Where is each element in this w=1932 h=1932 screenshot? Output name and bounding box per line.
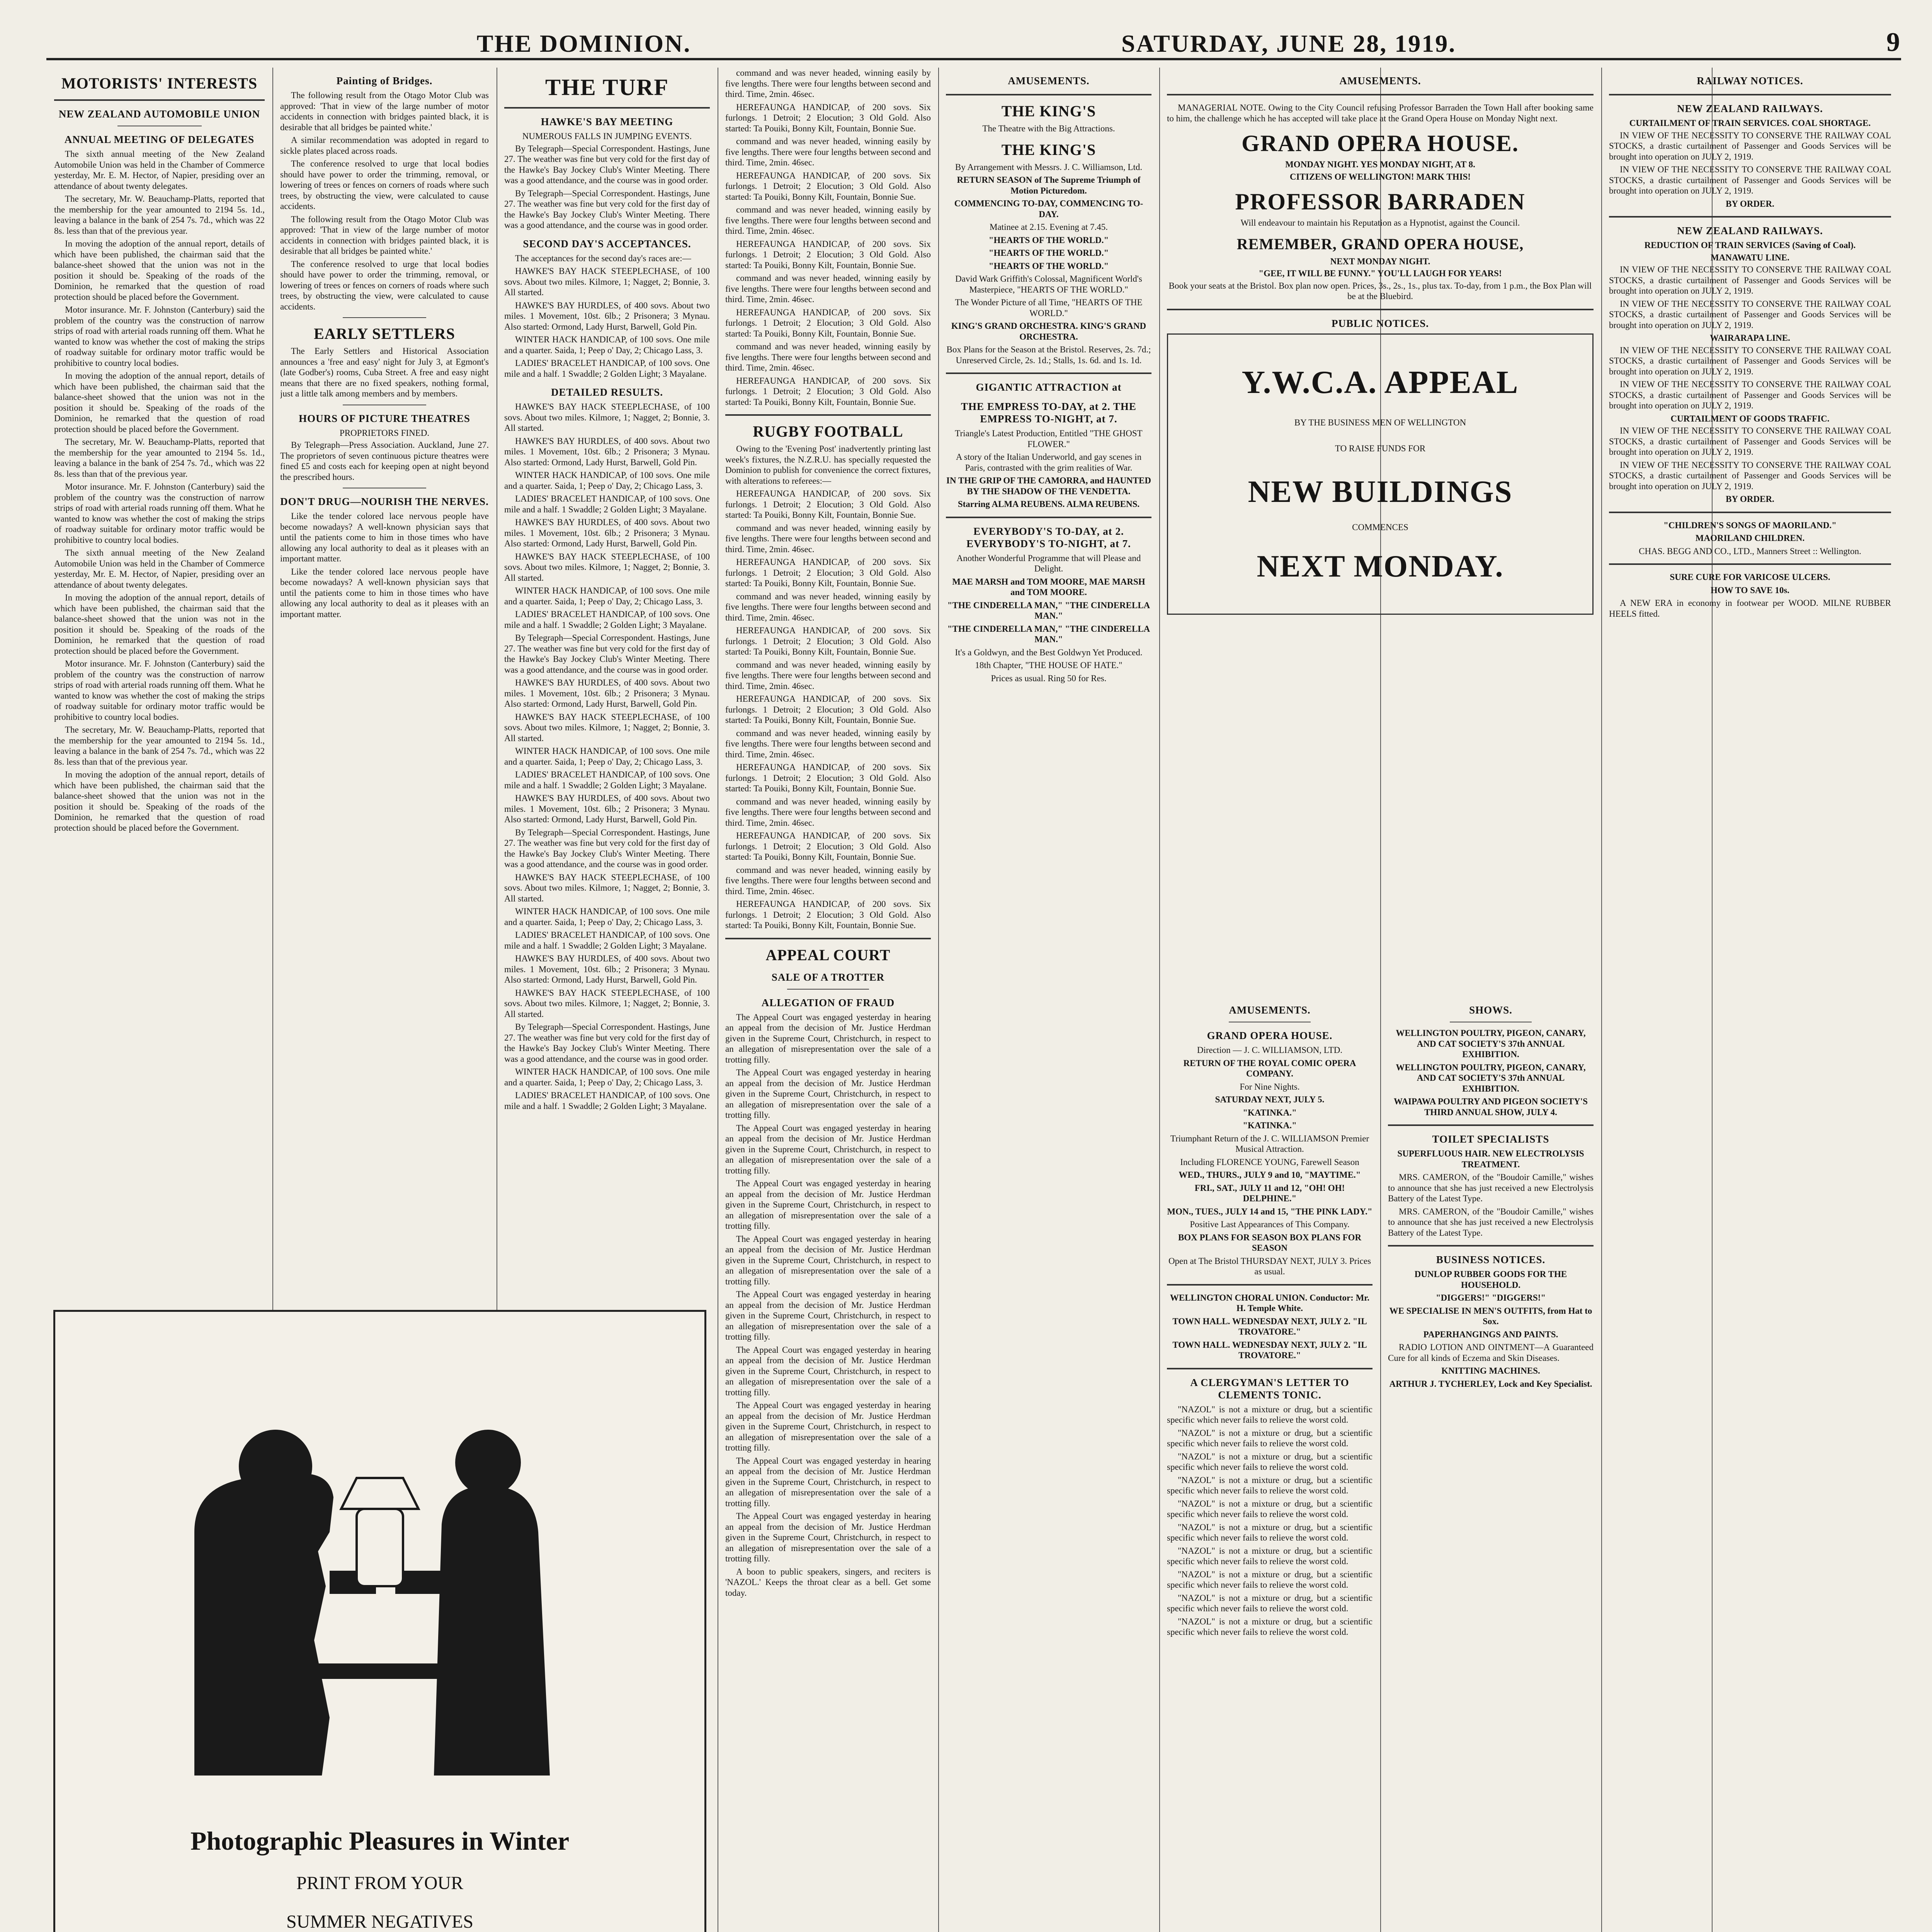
- notice: 18th Chapter, "THE HOUSE OF HATE.": [975, 660, 1122, 670]
- paragraph: IN VIEW OF THE NECESSITY TO CONSERVE THE RAILWAY COAL STOCKS, a drastic curtailment of Passenger and Goods Services will be brought into operation on JULY 2, 1919.: [1609, 345, 1891, 376]
- ad-heading: REMEMBER, GRAND OPERA HOUSE,: [1236, 235, 1524, 253]
- paragraph: The Appeal Court was engaged yesterday in hearing an appeal from the decision of Mr. Justice Herdman given in the Supreme Court, Christchurch, in respect to an allegation of misrepresentation over the sale of a trotting filly.: [725, 1234, 931, 1286]
- ad-heading: NEXT MONDAY.: [1257, 549, 1504, 583]
- notice: Prices as usual. Ring 50 for Res.: [991, 673, 1107, 683]
- section-label: AMUSEMENTS.: [1339, 75, 1421, 87]
- paragraph: Like the tender colored lace nervous people have become nowadays? A well-known physician says that until the patients come to him in those times who have allowing any local authority to deal as it pleases with an important matter.: [280, 566, 489, 619]
- show-title: "KATINKA.": [1243, 1121, 1297, 1130]
- ad-subline: SUMMER NEGATIVES: [286, 1912, 474, 1932]
- article-subheading: ALLEGATION OF FRAUD: [761, 997, 895, 1009]
- notice: The Wonder Picture of all Time, "HEARTS OF THE WORLD.": [955, 298, 1143, 318]
- paragraph: HAWKE'S BAY HURDLES, of 400 sovs. About two miles. 1 Movement, 10st. 6lb.; 2 Prisonera; 3 Mynau. Also started: Ormond, Lady Hurst, Barwell, Gold Pin.: [504, 300, 710, 332]
- paragraph: "NAZOL" is not a mixture or drug, but a scientific specific which never fails to relieve the worst cold.: [1167, 1498, 1372, 1519]
- ad-heading: GRAND OPERA HOUSE.: [1242, 131, 1519, 156]
- ad-heading: NEW BUILDINGS: [1248, 474, 1513, 509]
- paragraph: The Early Settlers and Historical Association announces a 'free and easy' night for July 3, at Egmont's (late Godber's) rooms, Cuba Street. A free and easy night means that there are no fixed speakers, nothing formal, just a little talk among members and by members.: [280, 346, 489, 398]
- paragraph: A similar recommendation was adopted in regard to sickle plates placed across roads.: [280, 135, 489, 156]
- article-heading: HOURS OF PICTURE THEATRES: [299, 412, 470, 424]
- paragraph: "NAZOL" is not a mixture or drug, but a scientific specific which never fails to relieve the worst cold.: [1167, 1593, 1372, 1613]
- paragraph: IN VIEW OF THE NECESSITY TO CONSERVE THE RAILWAY COAL STOCKS, a drastic curtailment of Passenger and Goods Services will be brought into operation on JULY 2, 1919.: [1609, 130, 1891, 162]
- paragraph: HAWKE'S BAY HACK STEEPLECHASE, of 100 sovs. About two miles. Kilmore, 1; Nagget, 2; Bonnie, 3. All started.: [504, 872, 710, 903]
- paragraph: command and was never headed, winning easily by five lengths. There were four lengths between second and third. Time, 2min. 46sec.: [725, 728, 931, 759]
- paragraph: LADIES' BRACELET HANDICAP, of 100 sovs. One mile and a half. 1 Swaddle; 2 Golden Light; 3 Mayalane.: [504, 358, 710, 379]
- article-heading: SECOND DAY'S ACCEPTANCES.: [523, 238, 691, 250]
- notice: For Nine Nights.: [1240, 1082, 1300, 1092]
- paragraph: By Telegraph—Press Association. Auckland, June 27. The proprietors of seven continuous picture theatres were fined £5 and costs each for keeping open at night beyond the prescribed hours.: [280, 440, 489, 482]
- article-subheading: NUMEROUS FALLS IN JUMPING EVENTS.: [522, 131, 692, 141]
- notice: KING'S GRAND ORCHESTRA. KING'S GRAND ORCHESTRA.: [951, 321, 1146, 342]
- paragraph: HEREFAUNGA HANDICAP, of 200 sovs. Six furlongs. 1 Detroit; 2 Elocution; 3 Old Gold. Also started: Ta Pouiki, Bonny Kilt, Fountain, Bonnie Sue.: [725, 307, 931, 338]
- paragraph: MRS. CAMERON, of the "Boudoir Camille," wishes to announce that she has just received a new Electrolysis Battery of the Latest Type.: [1388, 1206, 1594, 1238]
- paragraph: HAWKE'S BAY HACK STEEPLECHASE, of 100 sovs. About two miles. Kilmore, 1; Nagget, 2; Bonnie, 3. All started.: [504, 988, 710, 1019]
- paragraph: The secretary, Mr. W. Beauchamp-Platts, reported that the membership for the year amounted to 2194 5s. 1d., leaving a balance in the bank of 254 7s. 7d., which was 22 8s. less than that of the previous year.: [54, 194, 265, 236]
- notice: David Wark Griffith's Colossal, Magnificent World's Masterpiece, "HEARTS OF THE WORLD.": [955, 274, 1142, 294]
- film-title: "THE CINDERELLA MAN," "THE CINDERELLA MAN.": [947, 624, 1150, 644]
- column-3: [504, 68, 710, 1932]
- theatre-name: THE EMPRESS TO-DAY, at 2. THE EMPRESS TO-NIGHT, at 7.: [961, 401, 1136, 425]
- section-label: PUBLIC NOTICES.: [1331, 317, 1429, 329]
- paragraph: MRS. CAMERON, of the "Boudoir Camille," wishes to announce that she has just received a new Electrolysis Battery of the Latest Type.: [1388, 1172, 1594, 1203]
- paragraph: HAWKE'S BAY HURDLES, of 400 sovs. About two miles. 1 Movement, 10st. 6lb.; 2 Prisonera; 3 Mynau. Also started: Ormond, Lady Hurst, Barwell, Gold Pin.: [504, 954, 710, 985]
- paragraph: HEREFAUNGA HANDICAP, of 200 sovs. Six furlongs. 1 Detroit; 2 Elocution; 3 Old Gold. Also started: Ta Pouiki, Bonny Kilt, Fountain, Bonnie Sue.: [725, 239, 931, 270]
- notice: Direction — J. C. WILLIAMSON, LTD.: [1197, 1045, 1343, 1055]
- paragraph: "NAZOL" is not a mixture or drug, but a scientific specific which never fails to relieve the worst cold.: [1167, 1546, 1372, 1566]
- column-9: [1609, 68, 1891, 1932]
- column-2: [280, 68, 489, 1293]
- notice: SATURDAY NEXT, JULY 5.: [1215, 1095, 1325, 1104]
- paragraph: WINTER HACK HANDICAP, of 100 sovs. One mile and a quarter. Saida, 1; Peep o' Day, 2; Chicago Lass, 3.: [504, 906, 710, 927]
- paragraph: A NEW ERA in economy in footwear per WOOD. MILNE RUBBER HEELS fitted.: [1609, 598, 1891, 619]
- paragraph: In moving the adoption of the annual report, details of which have been published, the chairman said that the balance-sheet showed that the union was not in the position it should be. Speaking of the roads of the Dominion, he remarked that the question of road protection should be placed before the Government.: [54, 371, 265, 434]
- paragraph: The Appeal Court was engaged yesterday in hearing an appeal from the decision of Mr. Justice Herdman given in the Supreme Court, Christchurch, in respect to an allegation of misrepresentation over the sale of a trotting filly.: [725, 1289, 931, 1342]
- paragraph: The secretary, Mr. W. Beauchamp-Platts, reported that the membership for the year amounted to 2194 5s. 1d., leaving a balance in the bank of 254 7s. 7d., which was 22 8s. less than that of the previous year.: [54, 437, 265, 479]
- film-title: "HEARTS OF THE WORLD.": [988, 248, 1109, 258]
- article-heading: EARLY SETTLERS: [314, 325, 455, 342]
- article-subheading: PROPRIETORS FINED.: [339, 428, 430, 438]
- paragraph: IN VIEW OF THE NECESSITY TO CONSERVE THE RAILWAY COAL STOCKS, a drastic curtailment of Passenger and Goods Services will be brought into operation on JULY 2, 1919.: [1609, 165, 1891, 196]
- notice: Including FLORENCE YOUNG, Farewell Season: [1180, 1157, 1359, 1167]
- paragraph: command and was never headed, winning easily by five lengths. There were four lengths between second and third. Time, 2min. 46sec.: [725, 865, 931, 896]
- notice: MAORILAND CHILDREN.: [1695, 533, 1805, 543]
- section-label: AMUSEMENTS.: [1008, 75, 1090, 87]
- paragraph: HAWKE'S BAY HURDLES, of 400 sovs. About two miles. 1 Movement, 10st. 6lb.; 2 Prisonera; 3 Mynau. Also started: Ormond, Lady Hurst, Barwell, Gold Pin.: [504, 517, 710, 548]
- notice: Matinee at 2.15. Evening at 7.45.: [990, 222, 1108, 232]
- paragraph: HEREFAUNGA HANDICAP, of 200 sovs. Six furlongs. 1 Detroit; 2 Elocution; 3 Old Gold. Also started: Ta Pouiki, Bonny Kilt, Fountain, Bonnie Sue.: [725, 899, 931, 930]
- byline: BY ORDER.: [1726, 199, 1774, 209]
- paragraph: In moving the adoption of the annual report, details of which have been published, the chairman said that the balance-sheet showed that the union was not in the position it should be. Speaking of the roads of the Dominion, he remarked that the question of road protection should be placed before the Government.: [54, 239, 265, 302]
- notice: Will endeavour to maintain his Reputation as a Hypnotist, against the Council.: [1240, 218, 1520, 228]
- notice: Book your seats at the Bristol. Box plan now open. Prices, 3s., 2s., 1s., plus tax. To-day, from 1 p.m., the Box Plan will be at the Bluebird.: [1168, 281, 1592, 301]
- paragraph: In moving the adoption of the annual report, details of which have been published, the chairman said that the balance-sheet showed that the union was not in the position it should be. Speaking of the roads of the Dominion, he remarked that the question of road protection should be placed before the Government.: [54, 770, 265, 833]
- notice: ARTHUR J. TYCHERLEY, Lock and Key Specialist.: [1389, 1379, 1592, 1389]
- notice: FRI., SAT., JULY 11 and 12, "OH! OH! DELPHINE.": [1194, 1183, 1345, 1203]
- notice: COMMENCING TO-DAY, COMMENCING TO-DAY.: [954, 199, 1143, 219]
- paragraph: Motor insurance. Mr. F. Johnston (Canterbury) said the problem of the country was the construction of narrow strips of road with arterial roads running off them. What he wanted to know was whether the cost of making the strips of roadway suitable for ordinary motor traffic would be prohibitive to country local bodies.: [54, 482, 265, 545]
- notice: MON., TUES., JULY 14 and 15, "THE PINK LADY.": [1167, 1206, 1372, 1216]
- paragraph: The Appeal Court was engaged yesterday in hearing an appeal from the decision of Mr. Justice Herdman given in the Supreme Court, Christchurch, in respect to an allegation of misrepresentation over the sale of a trotting filly.: [725, 1068, 931, 1120]
- paragraph: HAWKE'S BAY HURDLES, of 400 sovs. About two miles. 1 Movement, 10st. 6lb.; 2 Prisonera; 3 Mynau. Also started: Ormond, Lady Hurst, Barwell, Gold Pin.: [504, 436, 710, 467]
- notice: WE SPECIALISE IN MEN'S OUTFITS, from Hat to Sox.: [1389, 1306, 1592, 1326]
- paragraph: HAWKE'S BAY HURDLES, of 400 sovs. About two miles. 1 Movement, 10st. 6lb.; 2 Prisonera; 3 Mynau. Also started: Ormond, Lady Hurst, Barwell, Gold Pin.: [504, 678, 710, 709]
- paragraph: Motor insurance. Mr. F. Johnston (Canterbury) said the problem of the country was the construction of narrow strips of road with arterial roads running off them. What he wanted to know was whether the cost of making the strips of roadway suitable for ordinary motor traffic would be prohibitive to country local bodies.: [54, 305, 265, 368]
- paragraph: HEREFAUNGA HANDICAP, of 200 sovs. Six furlongs. 1 Detroit; 2 Elocution; 3 Old Gold. Also started: Ta Pouiki, Bonny Kilt, Fountain, Bonnie Sue.: [725, 102, 931, 133]
- paragraph: "NAZOL" is not a mixture or drug, but a scientific specific which never fails to relieve the worst cold.: [1167, 1428, 1372, 1448]
- notice: "CHILDREN'S SONGS OF MAORILAND.": [1663, 520, 1837, 530]
- notice: DUNLOP RUBBER GOODS FOR THE HOUSEHOLD.: [1414, 1269, 1567, 1290]
- notice: Triangle's Latest Production, Entitled "THE GHOST FLOWER.": [955, 429, 1143, 449]
- notice: BOX PLANS FOR SEASON BOX PLANS FOR SEASON: [1178, 1232, 1362, 1253]
- paragraph: "NAZOL" is not a mixture or drug, but a scientific specific which never fails to relieve the worst cold.: [1167, 1616, 1372, 1637]
- film-title: "HEARTS OF THE WORLD.": [988, 235, 1109, 245]
- notice: Another Wonderful Programme that will Please and Delight.: [956, 553, 1141, 573]
- theatre-tag: The Theatre with the Big Attractions.: [982, 124, 1115, 133]
- notice: RETURN OF THE ROYAL COMIC OPERA COMPANY.: [1183, 1058, 1356, 1078]
- paragraph: IN VIEW OF THE NECESSITY TO CONSERVE THE RAILWAY COAL STOCKS, a drastic curtailment of Passenger and Goods Services will be brought into operation on JULY 2, 1919.: [1609, 265, 1891, 296]
- paragraph: By Telegraph—Special Correspondent. Hastings, June 27. The weather was fine but very cold for the first day of the Hawke's Bay Jockey Club's Winter Meeting. There was a good attendance, and the course was in good order.: [504, 633, 710, 675]
- paragraph: command and was never headed, winning easily by five lengths. There were four lengths between second and third. Time, 2min. 46sec.: [725, 342, 931, 372]
- paragraph: LADIES' BRACELET HANDICAP, of 100 sovs. One mile and a half. 1 Swaddle; 2 Golden Light; 3 Mayalane.: [504, 770, 710, 790]
- notice: "DIGGERS!" "DIGGERS!": [1435, 1293, 1546, 1303]
- paragraph: HEREFAUNGA HANDICAP, of 200 sovs. Six furlongs. 1 Detroit; 2 Elocution; 3 Old Gold. Also started: Ta Pouiki, Bonny Kilt, Fountain, Bonnie Sue.: [725, 557, 931, 588]
- paragraph: The conference resolved to urge that local bodies should have power to order the trimming, removal, or lowering of trees or fences on corners of roads where such trees, by obstructing the view, were calculated to cause accidents.: [280, 259, 489, 311]
- paragraph: Like the tender colored lace nervous people have become nowadays? A well-known physician says that until the patients come to him in those times who have allowing any local authority to deal as it pleases with an important matter.: [280, 511, 489, 563]
- theatre-name: GRAND OPERA HOUSE.: [1207, 1030, 1333, 1041]
- notice: Triumphant Return of the J. C. WILLIAMSON Premier Musical Attraction.: [1170, 1133, 1369, 1154]
- paragraph: "NAZOL" is not a mixture or drug, but a scientific specific which never fails to relieve the worst cold.: [1167, 1451, 1372, 1472]
- notice: By Arrangement with Messrs. J. C. Williamson, Ltd.: [955, 162, 1143, 172]
- section-heading: MOTORISTS' INTERESTS: [61, 75, 258, 92]
- paragraph: HAWKE'S BAY HACK STEEPLECHASE, of 100 sovs. About two miles. Kilmore, 1; Nagget, 2; Bonnie, 3. All started.: [504, 712, 710, 743]
- section-label: BUSINESS NOTICES.: [1436, 1254, 1546, 1265]
- ad-heading: A CLERGYMAN'S LETTER TO CLEMENTS TONIC.: [1190, 1376, 1349, 1401]
- paragraph: command and was never headed, winning easily by five lengths. There were four lengths between second and third. Time, 2min. 46sec.: [725, 205, 931, 236]
- article-subheading: ANNUAL MEETING OF DELEGATES: [64, 134, 255, 145]
- paragraph: "NAZOL" is not a mixture or drug, but a scientific specific which never fails to relieve the worst cold.: [1167, 1404, 1372, 1425]
- notice: KNITTING MACHINES.: [1441, 1366, 1540, 1376]
- paragraph: The acceptances for the second day's races are:—: [515, 253, 691, 263]
- paragraph: By Telegraph—Special Correspondent. Hastings, June 27. The weather was fine but very cold for the first day of the Hawke's Bay Jockey Club's Winter Meeting. There was a good attendance, and the course was in good order.: [504, 1022, 710, 1064]
- paragraph: LADIES' BRACELET HANDICAP, of 100 sovs. One mile and a half. 1 Swaddle; 2 Golden Light; 3 Mayalane.: [504, 930, 710, 951]
- paragraph: The Appeal Court was engaged yesterday in hearing an appeal from the decision of Mr. Justice Herdman given in the Supreme Court, Christchurch, in respect to an allegation of misrepresentation over the sale of a trotting filly.: [725, 1123, 931, 1175]
- section-label: SHOWS.: [1469, 1004, 1512, 1016]
- paragraph: command and was never headed, winning easily by five lengths. There were four lengths between second and third. Time, 2min. 46sec.: [725, 68, 931, 99]
- article-heading: NEW ZEALAND AUTOMOBILE UNION: [58, 108, 260, 120]
- paragraph: WINTER HACK HANDICAP, of 100 sovs. One mile and a quarter. Saida, 1; Peep o' Day, 2; Chicago Lass, 3.: [504, 335, 710, 355]
- article-heading: DON'T DRUG—NOURISH THE NERVES.: [280, 496, 489, 507]
- ad-subheading: "GEE, IT WILL BE FUNNY." YOU'LL LAUGH FOR YEARS!: [1259, 269, 1502, 278]
- paragraph: HEREFAUNGA HANDICAP, of 200 sovs. Six furlongs. 1 Detroit; 2 Elocution; 3 Old Gold. Also started: Ta Pouiki, Bonny Kilt, Fountain, Bonnie Sue.: [725, 489, 931, 520]
- paragraph: command and was never headed, winning easily by five lengths. There were four lengths between second and third. Time, 2min. 46sec.: [725, 273, 931, 304]
- article-heading: NEW ZEALAND RAILWAYS.: [1677, 103, 1823, 114]
- paragraph: HEREFAUNGA HANDICAP, of 200 sovs. Six furlongs. 1 Detroit; 2 Elocution; 3 Old Gold. Also started: Ta Pouiki, Bonny Kilt, Fountain, Bonnie Sue.: [725, 762, 931, 793]
- column-7: [1167, 997, 1372, 1932]
- byline: BY ORDER.: [1726, 494, 1774, 504]
- notice: TOWN HALL. WEDNESDAY NEXT, JULY 2. "IL TROVATORE.": [1172, 1340, 1367, 1360]
- paragraph: "NAZOL" is not a mixture or drug, but a scientific specific which never fails to relieve the worst cold.: [1167, 1522, 1372, 1543]
- paragraph: IN VIEW OF THE NECESSITY TO CONSERVE THE RAILWAY COAL STOCKS, a drastic curtailment of Passenger and Goods Services will be brought into operation on JULY 2, 1919.: [1609, 379, 1891, 410]
- paragraph: HAWKE'S BAY HACK STEEPLECHASE, of 100 sovs. About two miles. Kilmore, 1; Nagget, 2; Bonnie, 3. All started.: [504, 402, 710, 433]
- column-6: [1167, 68, 1594, 987]
- paragraph: command and was never headed, winning easily by five lengths. There were four lengths between second and third. Time, 2min. 46sec.: [725, 660, 931, 691]
- masthead-date: SATURDAY, JUNE 28, 1919.: [1121, 30, 1456, 57]
- paragraph: HAWKE'S BAY HACK STEEPLECHASE, of 100 sovs. About two miles. Kilmore, 1; Nagget, 2; Bonnie, 3. All started.: [504, 551, 710, 583]
- article-heading: Painting of Bridges.: [336, 75, 433, 87]
- paragraph: WINTER HACK HANDICAP, of 100 sovs. One mile and a quarter. Saida, 1; Peep o' Day, 2; Chicago Lass, 3.: [504, 1067, 710, 1087]
- ad-heading: PROFESSOR BARRADEN: [1235, 189, 1526, 214]
- paragraph: The Appeal Court was engaged yesterday in hearing an appeal from the decision of Mr. Justice Herdman given in the Supreme Court, Christchurch, in respect to an allegation of misrepresentation over the sale of a trotting filly.: [725, 1179, 931, 1231]
- film-title: "THE CINDERELLA MAN," "THE CINDERELLA MAN.": [947, 600, 1150, 621]
- article-subheading: MANAWATU LINE.: [1710, 252, 1790, 262]
- page-number: 9: [1886, 27, 1901, 57]
- paragraph: LADIES' BRACELET HANDICAP, of 100 sovs. One mile and a half. 1 Swaddle; 2 Golden Light; 3 Mayalane.: [504, 494, 710, 514]
- paragraph: The Appeal Court was engaged yesterday in hearing an appeal from the decision of Mr. Justice Herdman given in the Supreme Court, Christchurch, in respect to an allegation of misrepresentation over the sale of a trotting filly.: [725, 1345, 931, 1397]
- notice: PAPERHANGINGS AND PAINTS.: [1423, 1329, 1558, 1339]
- theatre-name: THE KING'S: [1001, 102, 1096, 120]
- paragraph: RADIO LOTION AND OINTMENT—A Guaranteed Cure for all kinds of Eczema and Skin Diseases.: [1388, 1342, 1594, 1363]
- paragraph: The sixth annual meeting of the New Zealand Automobile Union was held in the Chamber of Commerce yesterday, Mr. E. M. Hector, of Napier, presiding over an attendance of about twenty delegates.: [54, 149, 265, 191]
- article-heading: APPEAL COURT: [765, 946, 891, 964]
- article-heading: RUGBY FOOTBALL: [753, 423, 903, 440]
- column-4: [725, 68, 931, 1932]
- ad-subheading: BY THE BUSINESS MEN OF WELLINGTON: [1294, 417, 1466, 427]
- article-subheading: CURTAILMENT OF GOODS TRAFFIC.: [1670, 413, 1830, 423]
- paragraph: LADIES' BRACELET HANDICAP, of 100 sovs. One mile and a half. 1 Swaddle; 2 Golden Light; 3 Mayalane.: [504, 1090, 710, 1111]
- article-subheading: SALE OF A TROTTER: [771, 971, 885, 983]
- paragraph: HEREFAUNGA HANDICAP, of 200 sovs. Six furlongs. 1 Detroit; 2 Elocution; 3 Old Gold. Also started: Ta Pouiki, Bonny Kilt, Fountain, Bonnie Sue.: [725, 694, 931, 725]
- paragraph: The following result from the Otago Motor Club was approved: 'That in view of the large number of motor accidents in connection with bridges painted black, it is desirable that all bridges be painted white.': [280, 90, 489, 132]
- paragraph: IN VIEW OF THE NECESSITY TO CONSERVE THE RAILWAY COAL STOCKS, a drastic curtailment of Passenger and Goods Services will be brought into operation on JULY 2, 1919.: [1609, 460, 1891, 491]
- film-title: "HEARTS OF THE WORLD.": [988, 261, 1109, 271]
- paragraph: The Appeal Court was engaged yesterday in hearing an appeal from the decision of Mr. Justice Herdman given in the Supreme Court, Christchurch, in respect to an allegation of misrepresentation over the sale of a trotting filly.: [725, 1012, 931, 1065]
- paragraph: HEREFAUNGA HANDICAP, of 200 sovs. Six furlongs. 1 Detroit; 2 Elocution; 3 Old Gold. Also started: Ta Pouiki, Bonny Kilt, Fountain, Bonnie Sue.: [725, 376, 931, 407]
- notice: It's a Goldwyn, and the Best Goldwyn Yet Produced.: [955, 647, 1143, 657]
- paragraph: "NAZOL" is not a mixture or drug, but a scientific specific which never fails to relieve the worst cold.: [1167, 1569, 1372, 1590]
- ad-subheading: TO RAISE FUNDS FOR: [1335, 444, 1426, 453]
- paragraph: WINTER HACK HANDICAP, of 100 sovs. One mile and a quarter. Saida, 1; Peep o' Day, 2; Chicago Lass, 3.: [504, 746, 710, 767]
- ad-title: Photographic Pleasures in Winter: [190, 1826, 570, 1855]
- paragraph: "NAZOL" is not a mixture or drug, but a scientific specific which never fails to relieve the worst cold.: [1167, 1475, 1372, 1495]
- ad-subline: PRINT FROM YOUR: [296, 1873, 464, 1893]
- paragraph: The conference resolved to urge that local bodies should have power to order the trimming, removal, or lowering of trees or fences on corners of roads where such trees, by obstructing the view, were calculated to cause accidents.: [280, 159, 489, 211]
- paragraph: command and was never headed, winning easily by five lengths. There were four lengths between second and third. Time, 2min. 46sec.: [725, 523, 931, 554]
- notice: WELLINGTON POULTRY, PIGEON, CANARY, AND CAT SOCIETY'S 37th ANNUAL EXHIBITION.: [1396, 1062, 1586, 1094]
- paragraph: WINTER HACK HANDICAP, of 100 sovs. One mile and a quarter. Saida, 1; Peep o' Day, 2; Chicago Lass, 3.: [504, 586, 710, 606]
- column-8: [1388, 997, 1594, 1932]
- paragraph: The Appeal Court was engaged yesterday in hearing an appeal from the decision of Mr. Justice Herdman given in the Supreme Court, Christchurch, in respect to an allegation of misrepresentation over the sale of a trotting filly.: [725, 1456, 931, 1508]
- ad-subheading: MONDAY NIGHT. YES MONDAY NIGHT, AT 8.: [1285, 160, 1475, 169]
- notice: IN THE GRIP OF THE CAMORRA, and HAUNTED BY THE SHADOW OF THE VENDETTA.: [946, 476, 1151, 496]
- paragraph: By Telegraph—Special Correspondent. Hastings, June 27. The weather was fine but very cold for the first day of the Hawke's Bay Jockey Club's Winter Meeting. There was a good attendance, and the course was in good order.: [504, 188, 710, 230]
- notice: MANAGERIAL NOTE. Owing to the City Council refusing Professor Barraden the Town Hall after booking same to him, the challenge which he has accepted will take place at the Grand Opera House on Monday Night next.: [1167, 103, 1594, 123]
- paragraph: command and was never headed, winning easily by five lengths. There were four lengths between second and third. Time, 2min. 46sec.: [725, 136, 931, 167]
- notice: CHAS. BEGG AND CO., LTD., Manners Street :: Wellington.: [1639, 546, 1861, 556]
- paragraph: The secretary, Mr. W. Beauchamp-Platts, reported that the membership for the year amounted to 2194 5s. 1d., leaving a balance in the bank of 254 7s. 7d., which was 22 8s. less than that of the previous year.: [54, 725, 265, 767]
- ad-subheading: NEXT MONDAY NIGHT.: [1330, 256, 1430, 266]
- masthead: [46, 15, 1901, 60]
- paragraph: LADIES' BRACELET HANDICAP, of 100 sovs. One mile and a half. 1 Swaddle; 2 Golden Light; 3 Mayalane.: [504, 609, 710, 630]
- notice: Box Plans for the Season at the Bristol. Reserves, 2s. 7d.; Unreserved Circle, 2s. 1d.; Stalls, 1s. 6d. and 1s. 1d.: [946, 345, 1151, 365]
- column-1: [54, 68, 265, 1293]
- notice: TOWN HALL. WEDNESDAY NEXT, JULY 2. "IL TROVATORE.": [1172, 1316, 1367, 1337]
- notice: Open at The Bristol THURSDAY NEXT, JULY 3. Prices as usual.: [1168, 1256, 1371, 1276]
- notice: SURE CURE FOR VARICOSE ULCERS.: [1670, 572, 1830, 582]
- theatre-name: EVERYBODY'S TO-DAY, at 2. EVERYBODY'S TO-NIGHT, at 7.: [966, 525, 1131, 549]
- paragraph: HEREFAUNGA HANDICAP, of 200 sovs. Six furlongs. 1 Detroit; 2 Elocution; 3 Old Gold. Also started: Ta Pouiki, Bonny Kilt, Fountain, Bonnie Sue.: [725, 626, 931, 656]
- notice: SUPERFLUOUS HAIR. NEW ELECTROLYSIS TREATMENT.: [1397, 1149, 1584, 1169]
- paragraph: The sixth annual meeting of the New Zealand Automobile Union was held in the Chamber of Commerce yesterday, Mr. E. M. Hector, of Napier, presiding over an attendance of about twenty delegates.: [54, 548, 265, 590]
- notice: Starring ALMA REUBENS. ALMA REUBENS.: [957, 499, 1140, 509]
- notice: HOW TO SAVE 10s.: [1710, 585, 1790, 595]
- article-heading: DETAILED RESULTS.: [551, 386, 663, 398]
- paragraph: command and was never headed, winning easily by five lengths. There were four lengths between second and third. Time, 2min. 46sec.: [725, 591, 931, 622]
- paragraph: command and was never headed, winning easily by five lengths. There were four lengths between second and third. Time, 2min. 46sec.: [725, 796, 931, 828]
- paragraph: HEREFAUNGA HANDICAP, of 200 sovs. Six furlongs. 1 Detroit; 2 Elocution; 3 Old Gold. Also started: Ta Pouiki, Bonny Kilt, Fountain, Bonnie Sue.: [725, 170, 931, 202]
- paragraph: The following result from the Otago Motor Club was approved: 'That in view of the large number of motor accidents in connection with bridges painted black, it is desirable that all bridges be painted white.': [280, 214, 489, 256]
- ad-heading: Y.W.C.A. APPEAL: [1242, 364, 1519, 400]
- notice: WED., THURS., JULY 9 and 10, "MAYTIME.": [1179, 1170, 1361, 1180]
- article-subheading: CURTAILMENT OF TRAIN SERVICES. COAL SHORTAGE.: [1629, 118, 1871, 128]
- article-subheading: WAIRARAPA LINE.: [1710, 333, 1790, 343]
- paragraph: HAWKE'S BAY HACK STEEPLECHASE, of 100 sovs. About two miles. Kilmore, 1; Nagget, 2; Bonnie, 3. All started.: [504, 266, 710, 297]
- paragraph: In moving the adoption of the annual report, details of which have been published, the chairman said that the balance-sheet showed that the union was not in the position it should be. Speaking of the roads of the Dominion, he remarked that the question of road protection should be placed before the Government.: [54, 593, 265, 656]
- notice: Positive Last Appearances of This Company.: [1190, 1219, 1350, 1229]
- paragraph: Owing to the 'Evening Post' inadvertently printing last week's fixtures, the N.Z.R.U. has specially requested the Dominion to publish for convenience the correct fixtures, with alterations to referees:—: [725, 444, 931, 486]
- article-heading: NEW ZEALAND RAILWAYS.: [1677, 225, 1823, 236]
- paragraph: A boon to public speakers, singers, and reciters is 'NAZOL.' Keeps the throat clear as a bell. Get some today.: [725, 1566, 931, 1598]
- column-5: [946, 68, 1151, 1932]
- notice: A story of the Italian Underworld, and gay scenes in Paris, contrasted with the grim realities of War.: [956, 452, 1142, 473]
- paragraph: IN VIEW OF THE NECESSITY TO CONSERVE THE RAILWAY COAL STOCKS, a drastic curtailment of Passenger and Goods Services will be brought into operation on JULY 2, 1919.: [1609, 299, 1891, 330]
- paragraph: HAWKE'S BAY HURDLES, of 400 sovs. About two miles. 1 Movement, 10st. 6lb.; 2 Prisonera; 3 Mynau. Also started: Ormond, Lady Hurst, Barwell, Gold Pin.: [504, 793, 710, 824]
- section-label: RAILWAY NOTICES.: [1697, 75, 1803, 87]
- paragraph: The Appeal Court was engaged yesterday in hearing an appeal from the decision of Mr. Justice Herdman given in the Supreme Court, Christchurch, in respect to an allegation of misrepresentation over the sale of a trotting filly.: [725, 1511, 931, 1563]
- paragraph: WINTER HACK HANDICAP, of 100 sovs. One mile and a quarter. Saida, 1; Peep o' Day, 2; Chicago Lass, 3.: [504, 470, 710, 491]
- paragraph: HEREFAUNGA HANDICAP, of 200 sovs. Six furlongs. 1 Detroit; 2 Elocution; 3 Old Gold. Also started: Ta Pouiki, Bonny Kilt, Fountain, Bonnie Sue.: [725, 831, 931, 862]
- notice: WAIPAWA POULTRY AND PIGEON SOCIETY'S THIRD ANNUAL SHOW, JULY 4.: [1394, 1097, 1588, 1117]
- ad-heading: GIGANTIC ATTRACTION at: [976, 381, 1122, 393]
- article-heading: HAWKE'S BAY MEETING: [541, 116, 673, 128]
- notice: RETURN SEASON of The Supreme Triumph of Motion Picturedom.: [957, 175, 1141, 196]
- section-heading: THE TURF: [545, 75, 669, 100]
- notice: WELLINGTON CHORAL UNION. Conductor: Mr. H. Temple White.: [1170, 1293, 1370, 1313]
- notice: WELLINGTON POULTRY, PIGEON, CANARY, AND CAT SOCIETY'S 37th ANNUAL EXHIBITION.: [1396, 1028, 1586, 1059]
- paragraph: By Telegraph—Special Correspondent. Hastings, June 27. The weather was fine but very cold for the first day of the Hawke's Bay Jockey Club's Winter Meeting. There was a good attendance, and the course was in good order.: [504, 143, 710, 185]
- article-subheading: REDUCTION OF TRAIN SERVICES (Saving of Coal).: [1644, 240, 1856, 250]
- paragraph: Motor insurance. Mr. F. Johnston (Canterbury) said the problem of the country was the construction of narrow strips of road with arterial roads running off them. What he wanted to know was whether the cost of making the strips of roadway suitable for ordinary motor traffic would be prohibitive to country local bodies.: [54, 659, 265, 722]
- notice: MAE MARSH and TOM MOORE, MAE MARSH and TOM MOORE.: [952, 577, 1145, 597]
- paragraph: By Telegraph—Special Correspondent. Hastings, June 27. The weather was fine but very cold for the first day of the Hawke's Bay Jockey Club's Winter Meeting. There was a good attendance, and the course was in good order.: [504, 827, 710, 869]
- paragraph: The Appeal Court was engaged yesterday in hearing an appeal from the decision of Mr. Justice Herdman given in the Supreme Court, Christchurch, in respect to an allegation of misrepresentation over the sale of a trotting filly.: [725, 1400, 931, 1452]
- show-title: "KATINKA.": [1243, 1107, 1297, 1117]
- paragraph: IN VIEW OF THE NECESSITY TO CONSERVE THE RAILWAY COAL STOCKS, a drastic curtailment of Passenger and Goods Services will be brought into operation on JULY 2, 1919.: [1609, 426, 1891, 457]
- masthead-title: THE DOMINION.: [476, 30, 691, 57]
- section-label: AMUSEMENTS.: [1229, 1004, 1311, 1016]
- section-label: TOILET SPECIALISTS: [1432, 1133, 1549, 1145]
- theatre-name: THE KING'S: [1001, 141, 1096, 158]
- ad-subheading: COMMENCES: [1352, 522, 1408, 532]
- ad-subheading: CITIZENS OF WELLINGTON! MARK THIS!: [1289, 172, 1471, 182]
